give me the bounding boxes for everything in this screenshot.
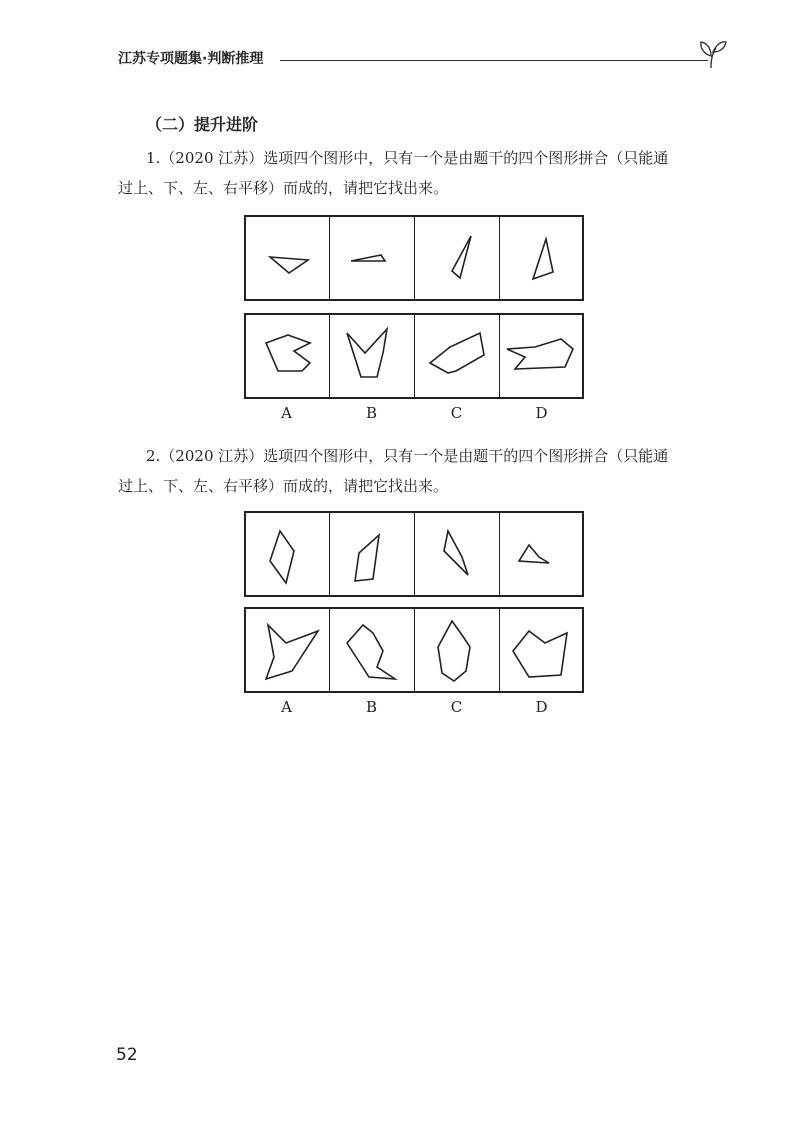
q1-option-b-figure[interactable] [329, 313, 414, 399]
q1-option-c-shape [430, 333, 484, 373]
question-2-line-2: 过上、下、左、右平移）而成的，请把它找出来。 [118, 477, 449, 495]
q2-option-a-label[interactable]: A [281, 698, 292, 716]
question-1-text [118, 143, 718, 203]
q2-option-b-shape [347, 625, 395, 679]
header-rule [280, 60, 708, 61]
page-number: 52 [116, 1045, 138, 1065]
sprout-icon [694, 34, 728, 70]
q2-stem-figure-2 [329, 511, 414, 597]
question-1-stem-panel [244, 215, 584, 301]
q2-option-a-shape [266, 625, 318, 679]
q1-option-a-label[interactable]: A [281, 404, 292, 422]
question-1-line-1: 1.（2020 江苏）选项四个图形中，只有一个是由题干的四个图形拼合（只能通 [146, 149, 669, 167]
question-2-stem-panel [244, 511, 584, 597]
q2-option-a-figure[interactable] [244, 607, 329, 693]
q1-option-d-shape [507, 339, 573, 369]
q2-option-c-label[interactable]: C [450, 698, 463, 716]
q2-stem-shape-1 [270, 531, 294, 583]
q1-option-b-label[interactable]: B [365, 404, 378, 422]
q2-option-b-figure[interactable] [329, 607, 414, 693]
q2-option-c-figure[interactable] [414, 607, 499, 693]
q1-option-c-label[interactable]: C [450, 404, 463, 422]
q1-stem-figure-4 [499, 215, 584, 301]
q1-option-b-shape [347, 329, 387, 377]
q2-option-b-label[interactable]: B [365, 698, 378, 716]
q1-stem-shape-3 [452, 236, 471, 278]
q2-stem-figure-3 [414, 511, 499, 597]
q1-option-a-figure[interactable] [244, 313, 329, 399]
question-2-option-labels [244, 698, 584, 718]
q2-option-c-shape [438, 621, 470, 681]
header-title: 江苏专项题集·判断推理 [118, 51, 264, 67]
page-header [118, 48, 718, 72]
q1-stem-figure-3 [414, 215, 499, 301]
q1-stem-figure-1 [244, 215, 329, 301]
q1-option-c-figure[interactable] [414, 313, 499, 399]
question-2-options-panel [244, 607, 584, 693]
q2-stem-figure-4 [499, 511, 584, 597]
q2-stem-shape-2 [355, 535, 379, 581]
q2-stem-shape-4 [519, 545, 549, 563]
question-2-line-1: 2.（2020 江苏）选项四个图形中，只有一个是由题干的四个图形拼合（只能通 [146, 447, 669, 465]
q1-stem-shape-2 [351, 255, 385, 261]
q1-option-d-figure[interactable] [499, 313, 584, 399]
question-2-text [118, 441, 718, 501]
q1-stem-figure-2 [329, 215, 414, 301]
q1-stem-shape-1 [270, 257, 308, 273]
q2-stem-figure-1 [244, 511, 329, 597]
q2-option-d-shape [513, 631, 567, 677]
q1-stem-shape-4 [533, 239, 553, 279]
question-1-line-2: 过上、下、左、右平移）而成的，请把它找出来。 [118, 179, 449, 197]
q1-option-a-shape [266, 335, 310, 371]
question-1-option-labels [244, 404, 584, 424]
q2-stem-shape-3 [444, 531, 468, 575]
section-title: （二）提升进阶 [146, 115, 259, 134]
question-1-options-panel [244, 313, 584, 399]
q2-option-d-figure[interactable] [499, 607, 584, 693]
q2-option-d-label[interactable]: D [535, 698, 548, 716]
q1-option-d-label[interactable]: D [535, 404, 548, 422]
